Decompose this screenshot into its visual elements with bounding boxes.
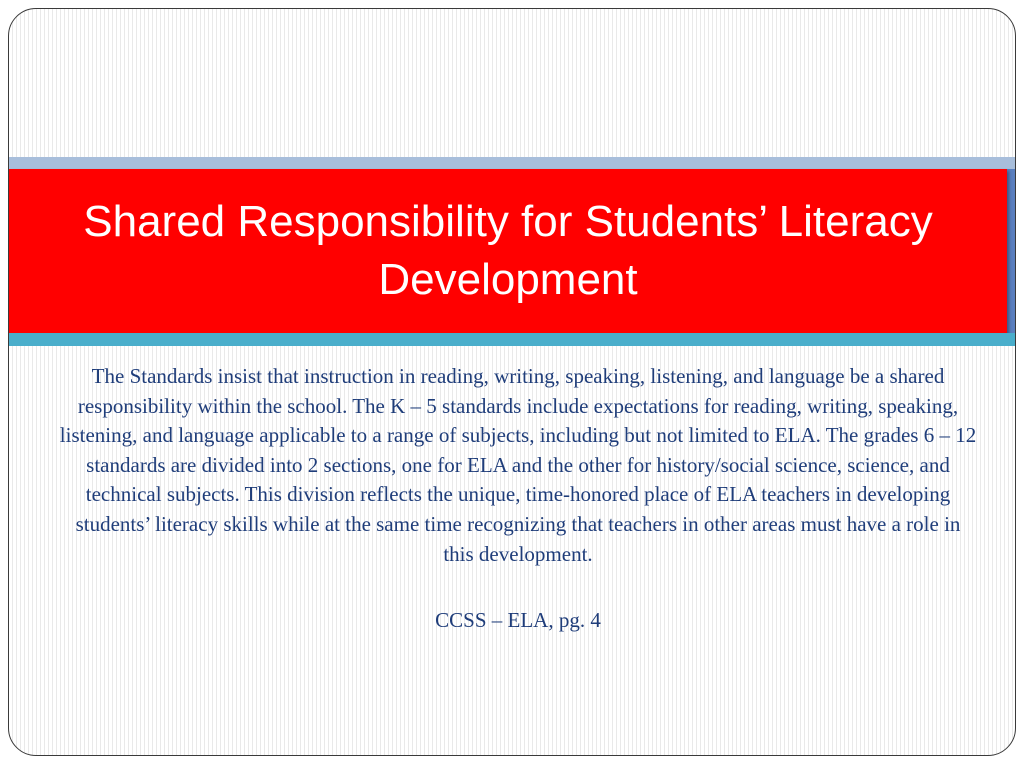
slide-body xyxy=(59,362,977,636)
title-banner xyxy=(9,169,1007,333)
title-top-accent-band xyxy=(9,157,1016,169)
title-bottom-accent-band xyxy=(9,333,1016,346)
slide xyxy=(8,8,1016,756)
body-paragraph: The Standards insist that instruction in reading, writing, speaking, listening, and language be a shared responsibility within the school. The K – 5 standards include expectations for reading, writing, speaking, listening, and language applicable to a range of subjects, including but not limited to ELA. The grades 6 – 12 standards are divided into 2 sections, one for ELA and the other for history/social science, science, and technical subjects. This division reflects the unique, time-honored place of ELA teachers in developing students’ literacy skills while at the same time recognizing that teachers in other areas must have a role in this development. xyxy=(59,364,977,566)
title-right-accent-band xyxy=(1006,169,1016,333)
citation: CCSS – ELA, pg. 4 xyxy=(435,608,601,633)
slide-title: Shared Responsibility for Students’ Literacy Development xyxy=(83,197,933,304)
